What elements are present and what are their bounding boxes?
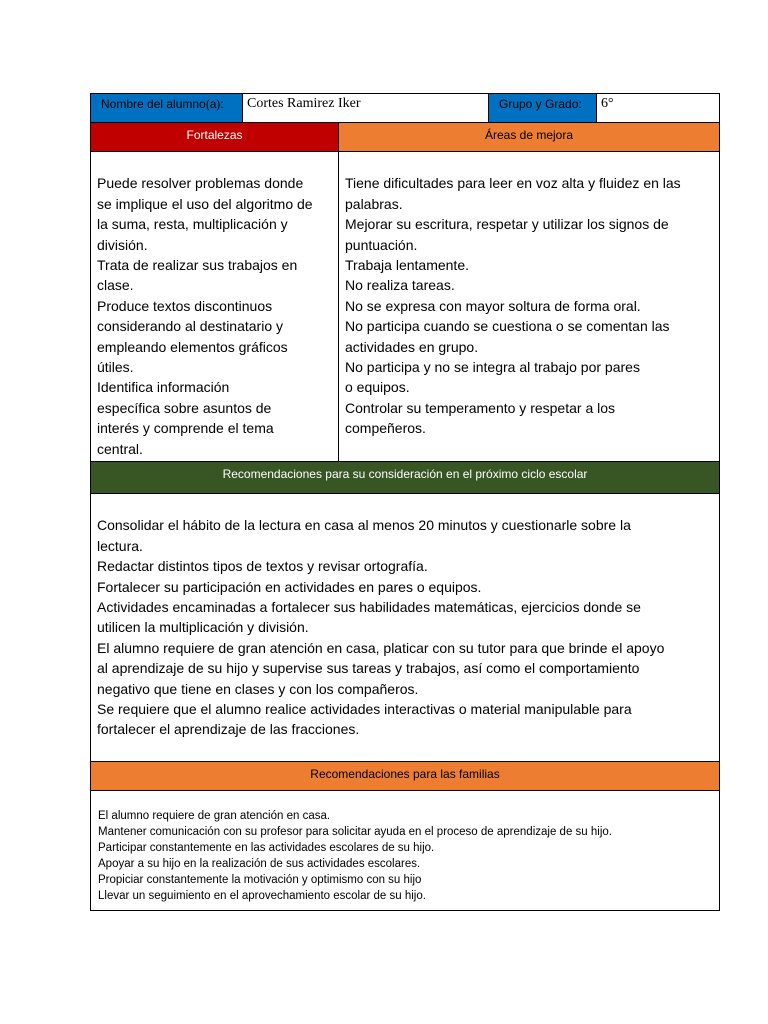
- fortalezas-line: específica sobre asuntos de: [97, 399, 272, 416]
- grade-value: 6°: [597, 93, 720, 123]
- areas-line: No participa cuando se cuestiona o se comentan las: [345, 318, 670, 335]
- student-name-value: Cortes Ramirez Iker: [243, 93, 489, 123]
- fortalezas-line: interés y comprende el tema: [97, 420, 274, 437]
- familias-content: [90, 791, 720, 911]
- recomendaciones-line: El alumno requiere de gran atención en casa, platicar con su tutor para que brinde el apoyo: [97, 639, 665, 656]
- areas-line: Controlar su temperamento y respetar a los: [345, 399, 616, 416]
- areas-line: Mejorar su escritura, respetar y utilizar los signos de: [345, 216, 669, 233]
- section-content-row: [90, 152, 720, 462]
- areas-line: puntuación.: [345, 236, 418, 253]
- areas-line: No participa y no se integra al trabajo por pares: [345, 359, 640, 376]
- areas-line: actividades en grupo.: [345, 338, 479, 355]
- areas-content: [339, 152, 720, 462]
- areas-line: No realiza tareas.: [345, 277, 455, 294]
- fortalezas-line: clase.: [97, 277, 134, 294]
- familias-line: Apoyar a su hijo en la realización de sus actividades escolares.: [98, 858, 421, 870]
- fortalezas-list: [97, 173, 332, 459]
- student-header-row: [90, 93, 720, 123]
- recomendaciones-line: lectura.: [97, 537, 143, 554]
- familias-line: Propiciar constantemente la motivación y optimismo con su hijo: [98, 874, 422, 886]
- student-name-label: Nombre del alumno(a):: [90, 93, 243, 123]
- fortalezas-line: división.: [97, 236, 148, 253]
- recomendaciones-title: Recomendaciones para su consideración en el próximo ciclo escolar: [90, 462, 720, 494]
- areas-line: palabras.: [345, 195, 403, 212]
- fortalezas-line: útiles.: [97, 359, 134, 376]
- fortalezas-title: Fortalezas: [90, 123, 339, 152]
- recomendaciones-line: al aprendizaje de su hijo y supervise sus tareas y trabajos, así como el comportamiento: [97, 660, 640, 677]
- fortalezas-line: Puede resolver problemas donde: [97, 175, 304, 192]
- areas-line: No se expresa con mayor soltura de forma oral.: [345, 297, 641, 314]
- areas-line: compeñeros.: [345, 420, 426, 437]
- familias-line: El alumno requiere de gran atención en casa.: [98, 810, 331, 822]
- grade-label: Grupo y Grado:: [489, 93, 597, 123]
- familias-line: Mantener comunicación con su profesor para solicitar ayuda en el proceso de aprendizaje de su hijo.: [98, 826, 612, 838]
- fortalezas-line: empleando elementos gráficos: [97, 338, 288, 355]
- section-titles-row: [90, 123, 720, 152]
- fortalezas-line: Trata de realizar sus trabajos en: [97, 257, 298, 274]
- recomendaciones-content: [90, 494, 720, 762]
- recomendaciones-line: utilicen la multiplicación y división.: [97, 619, 309, 636]
- fortalezas-line: la suma, resta, multiplicación y: [97, 216, 288, 233]
- familias-line: Llevar un seguimiento en el aprovechamiento escolar de su hijo.: [98, 890, 426, 902]
- fortalezas-content: [90, 152, 339, 462]
- fortalezas-line: Produce textos discontinuos: [97, 297, 273, 314]
- recomendaciones-list: [97, 515, 713, 739]
- familias-line: Participar constantemente en las actividades escolares de su hijo.: [98, 842, 435, 854]
- recomendaciones-line: Se requiere que el alumno realice actividades interactivas o material manipulable para: [97, 701, 632, 718]
- areas-list: [345, 173, 713, 438]
- familias-list: [98, 808, 712, 904]
- fortalezas-line: Identifica información: [97, 379, 230, 396]
- familias-title: Recomendaciones para las familias: [90, 762, 720, 791]
- recomendaciones-line: Actividades encaminadas a fortalecer sus habilidades matemáticas, ejercicios donde se: [97, 599, 641, 616]
- fortalezas-line: se implique el uso del algoritmo de: [97, 195, 313, 212]
- recomendaciones-line: negativo que tiene en clases y con los compañeros.: [97, 680, 419, 697]
- recomendaciones-line: fortalecer el aprendizaje de las fracciones.: [97, 721, 360, 738]
- report-card: [90, 93, 720, 911]
- areas-title: Áreas de mejora: [339, 123, 720, 152]
- areas-line: Trabaja lentamente.: [345, 257, 469, 274]
- recomendaciones-line: Fortalecer su participación en actividades en pares o equipos.: [97, 578, 482, 595]
- recomendaciones-line: Consolidar el hábito de la lectura en casa al menos 20 minutos y cuestionarle sobre la: [97, 517, 631, 534]
- areas-line: o equipos.: [345, 379, 410, 396]
- areas-line: Tiene dificultades para leer en voz alta y fluidez en las: [345, 175, 681, 192]
- fortalezas-line: considerando al destinatario y: [97, 318, 284, 335]
- fortalezas-line: central.: [97, 440, 143, 457]
- recomendaciones-line: Redactar distintos tipos de textos y revisar ortografía.: [97, 558, 428, 575]
